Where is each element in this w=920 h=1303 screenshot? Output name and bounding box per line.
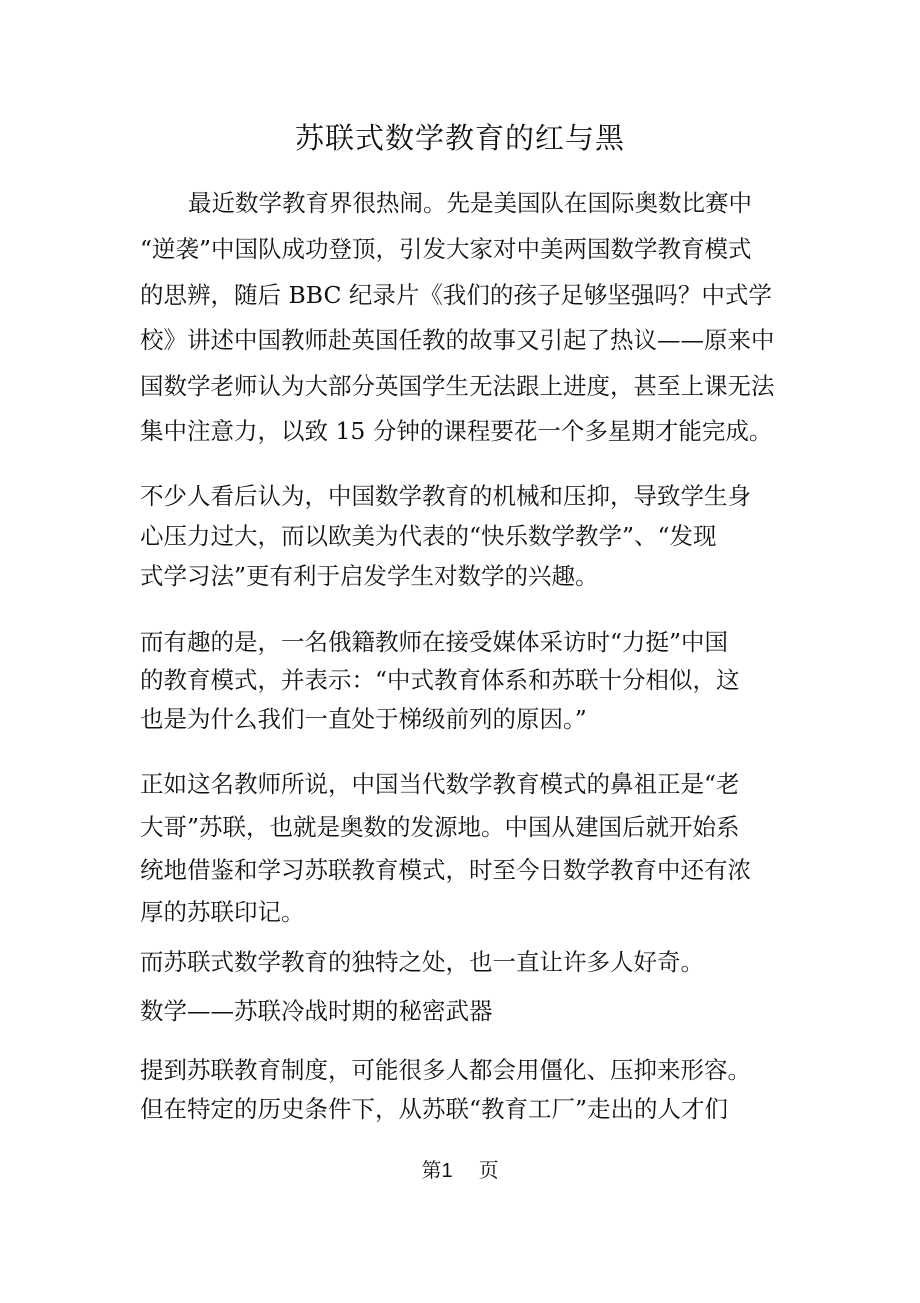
paragraph-4-line-2: 大哥”苏联，也就是奥数的发源地。中国从建国后就开始系: [140, 813, 740, 841]
page-label-suffix: 页: [478, 1158, 499, 1182]
document-title: 苏联式数学教育的红与黑: [294, 121, 625, 155]
paragraph-1-line-1: 最近数学教育界很热闹。先是美国队在国际奥数比赛中: [188, 189, 752, 217]
paragraph-3-line-3: 也是为什么我们一直处于梯级前列的原因。”: [140, 705, 587, 733]
section-heading: 数学——苏联冷战时期的秘密武器: [140, 997, 493, 1025]
paragraph-2-line-1: 不少人看后认为，中国数学教育的机械和压抑，导致学生身: [140, 482, 751, 510]
paragraph-3-line-2: 的教育模式，并表示：“中式教育体系和苏联十分相似，这: [140, 666, 740, 694]
paragraph-2-line-2: 心压力过大，而以欧美为代表的“快乐数学教学”、“发现: [140, 522, 717, 550]
paragraph-1-line-4: 校》讲述中国教师赴英国任教的故事又引起了热议——原来中: [140, 326, 775, 354]
paragraph-3-line-1: 而有趣的是，一名俄籍教师在接受媒体采访时“力挺”中国: [140, 628, 729, 656]
paragraph-4-line-1: 正如这名教师所说，中国当代数学教育模式的鼻祖正是“老: [140, 770, 740, 798]
paragraph-5-line-1: 而苏联式数学教育的独特之处，也一直让许多人好奇。: [140, 948, 704, 976]
page-number: 1: [441, 1160, 453, 1182]
paragraph-1-line-6: 集中注意力，以致 15 分钟的课程要花一个多星期才能完成。: [140, 417, 773, 445]
paragraph-1-line-5: 国数学老师认为大部分英国学生无法跟上进度，甚至上课无法: [140, 372, 775, 400]
paragraph-2-line-3: 式学习法”更有利于启发学生对数学的兴趣。: [140, 562, 599, 590]
paragraph-7-line-2: 但在特定的历史条件下，从苏联“教育工厂”走出的人才们: [140, 1095, 729, 1123]
paragraph-1-line-3: 的思辨，随后 BBC 纪录片《我们的孩子足够坚强吗？中式学: [140, 281, 772, 309]
paragraph-4-line-3: 统地借鉴和学习苏联教育模式，时至今日数学教育中还有浓: [140, 856, 751, 884]
page-label-prefix: 第: [421, 1158, 442, 1182]
page-footer: [0, 1155, 920, 1186]
paragraph-7-line-1: 提到苏联教育制度，可能很多人都会用僵化、压抑来形容。: [140, 1056, 751, 1084]
paragraph-4-line-4: 厚的苏联印记。: [140, 898, 305, 926]
paragraph-1-line-2: “逆袭”中国队成功登顶，引发大家对中美两国数学教育模式: [140, 235, 752, 263]
